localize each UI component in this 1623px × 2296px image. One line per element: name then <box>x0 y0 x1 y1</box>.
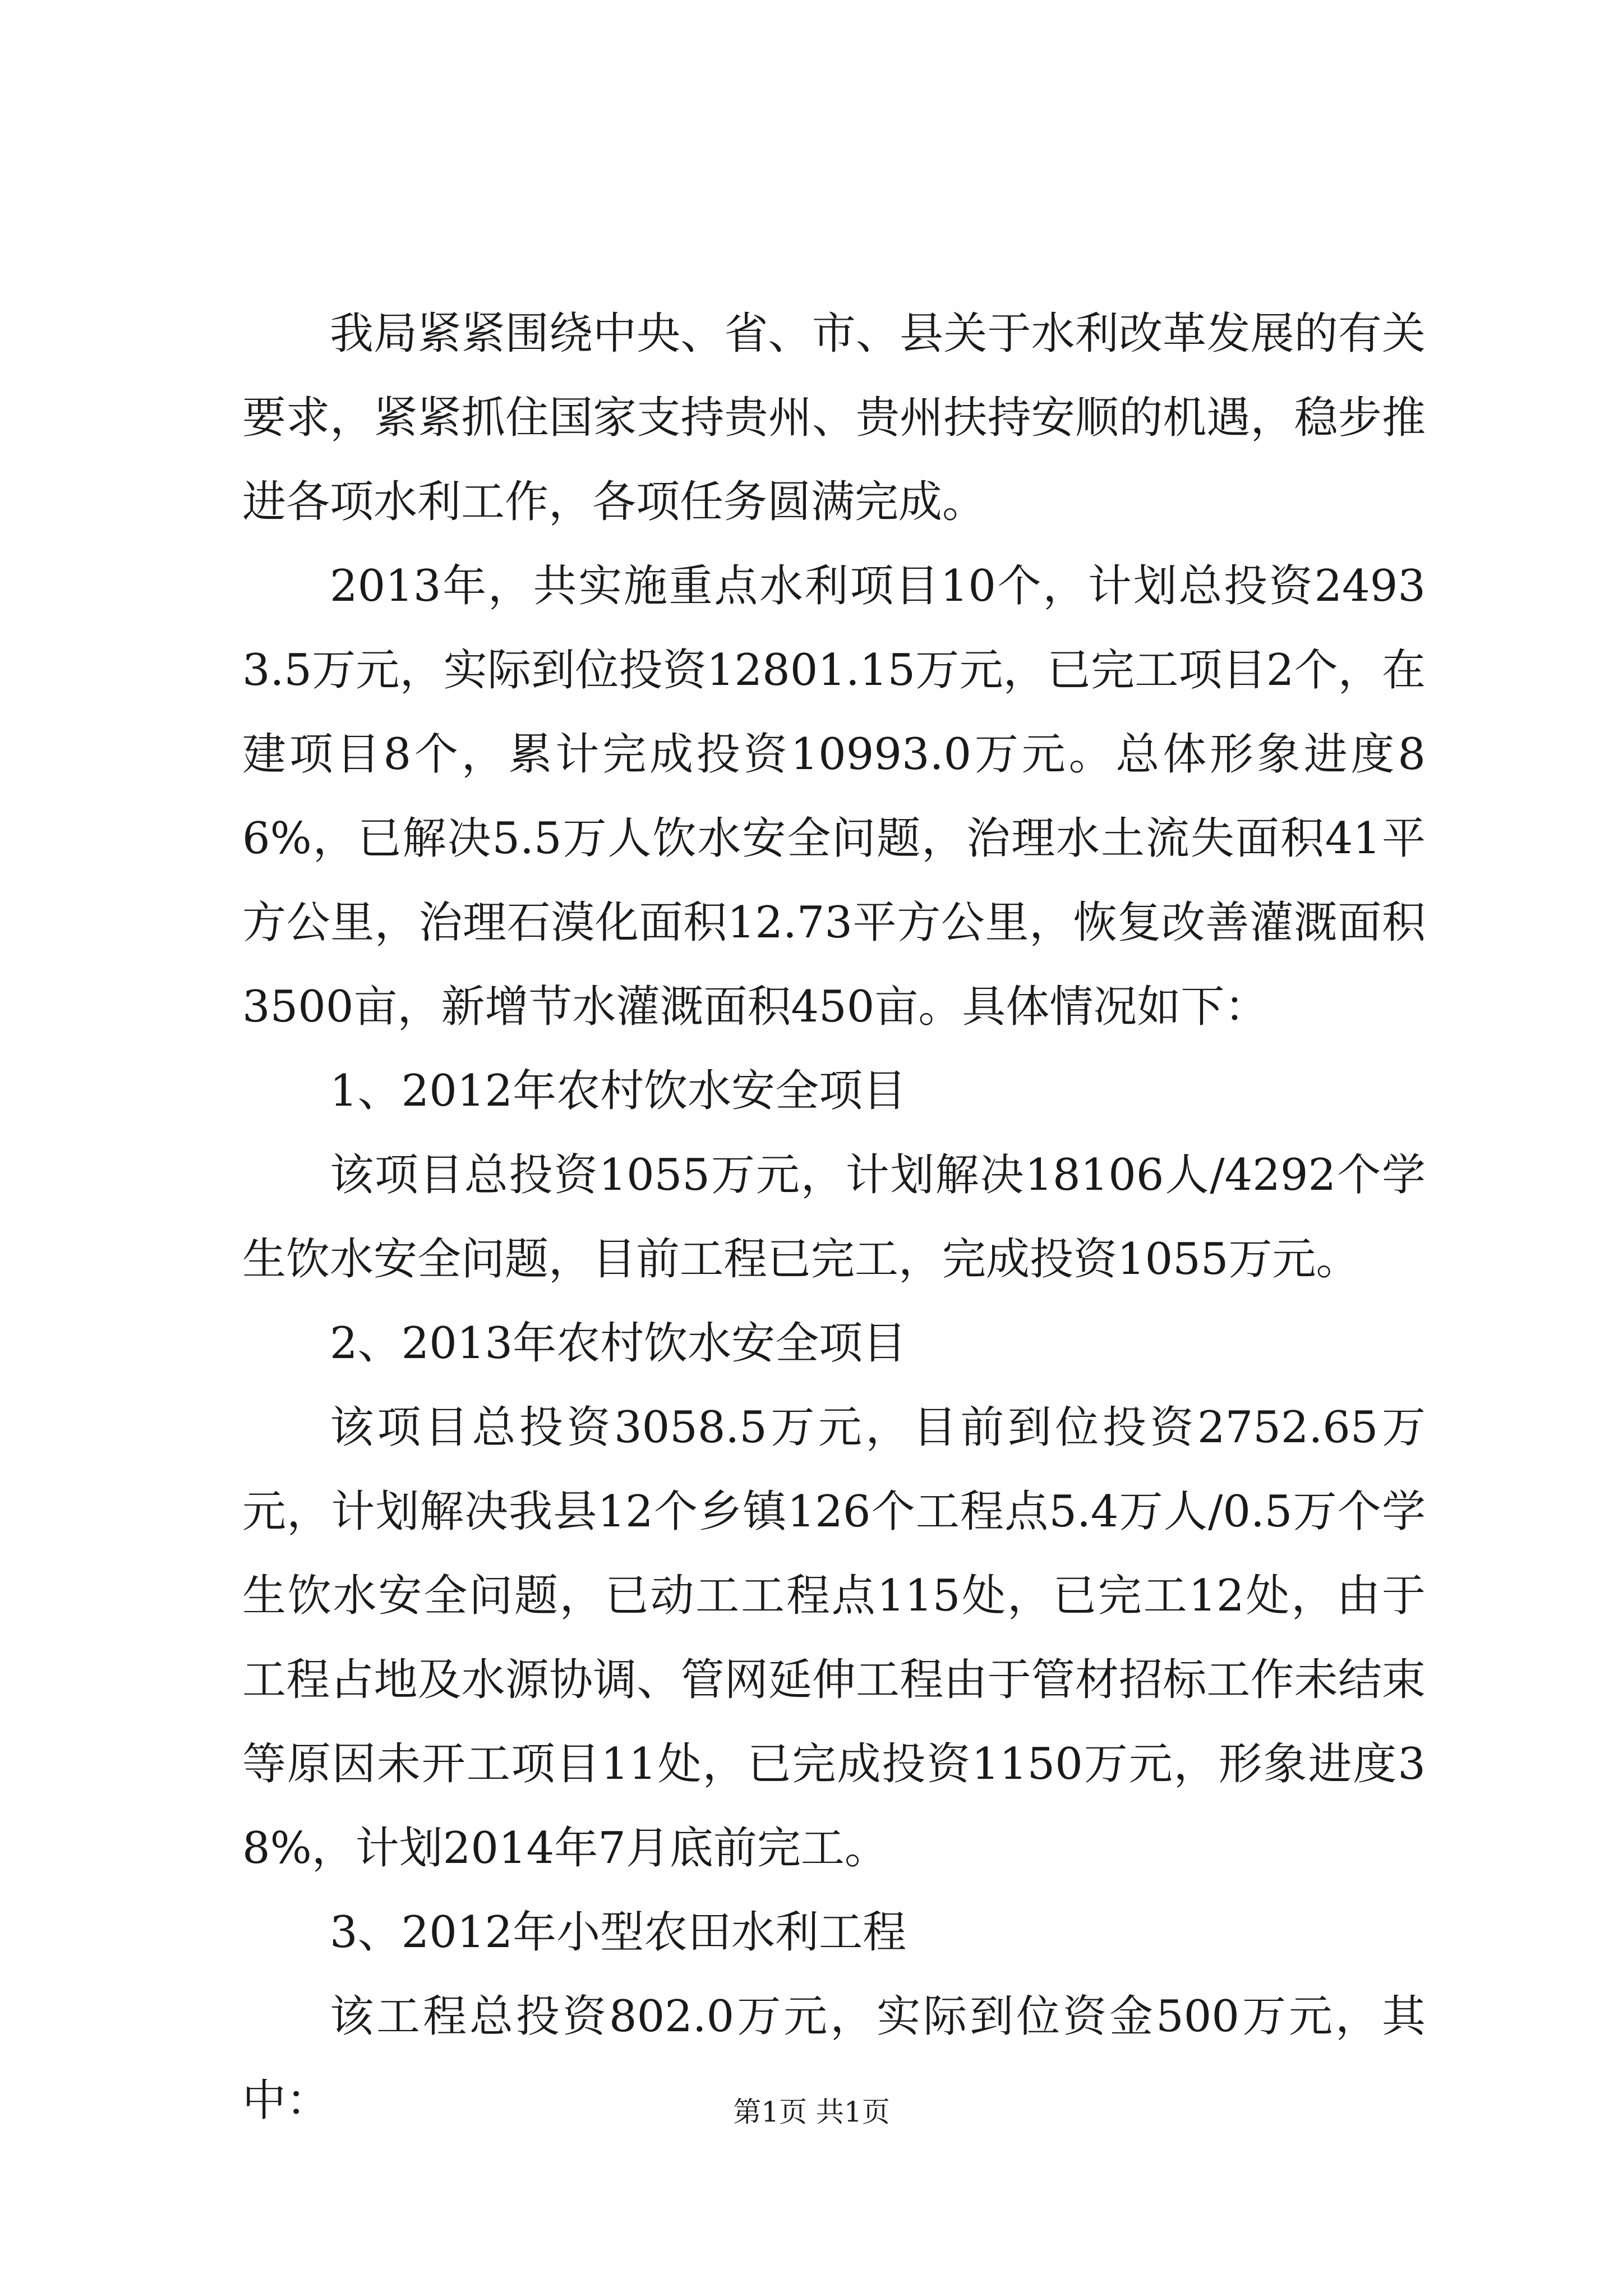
summary-paragraph: 2013年，共实施重点水利项目10个，计划总投资24933.5万元，实际到位投资12801.15万元，已完工项目2个，在建项目8个，累计完成投资10993.0万元。总体形象进度86%，已解决5.5万人饮水安全问题，治理水土流失面积41平方公里，治理石漠化面积12.73平方公里，恢复改善灌溉面积3500亩，新增节水灌溉面积450亩。具体情况如下： <box>242 561 1426 1032</box>
section-heading-1: 1、2012年农村饮水安全项目 <box>330 1066 907 1116</box>
section-heading-3: 3、2012年小型农田水利工程 <box>330 1907 907 1958</box>
section-paragraph-2: 该项目总投资3058.5万元，目前到位投资2752.65万元，计划解决我县12个乡镇126个工程点5.4万人/0.5万个学生饮水安全问题，已动工工程点115处，已完工12处，由于工程占地及水源协调、管网延伸工程由于管材招标工作未结束等原因未开工项目11处，已完成投资1150万元，形象进度38%，计划2014年7月底前完工。 <box>242 1402 1426 1874</box>
section-heading-2: 2、2013年农村饮水安全项目 <box>330 1318 907 1369</box>
section-paragraph-1: 该项目总投资1055万元，计划解决18106人/4292个学生饮水安全问题，目前工程已完工，完成投资1055万元。 <box>242 1150 1426 1285</box>
section-paragraph-3: 该工程总投资802.0万元，实际到位资金500万元，其中： <box>242 1991 1426 2126</box>
document-body <box>242 292 1426 2143</box>
intro-paragraph: 我局紧紧围绕中央、省、市、县关于水利改革发展的有关要求，紧紧抓住国家支持贵州、贵州扶持安顺的机遇，稳步推进各项水利工作，各项任务圆满完成。 <box>242 309 1426 527</box>
page-footer: 第1页 共1页 <box>733 2096 890 2128</box>
